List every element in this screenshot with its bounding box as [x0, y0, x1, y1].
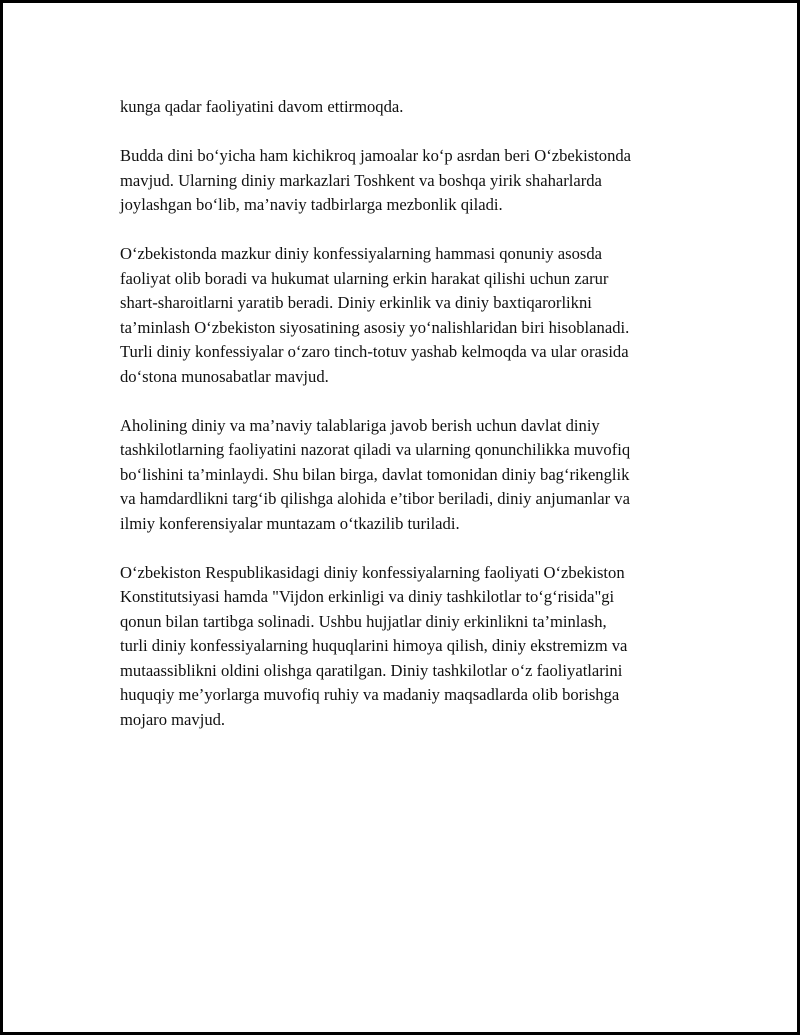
paragraph-2: Budda dini bo‘yicha ham kichikroq jamoalar ko‘p asrdan beri O‘zbekistonda mavjud. Ularning diniy markazlari Toshkent va boshqa yirik shaharlarda joylashgan bo‘lib, ma’naviy tadbirlarga mezbonlik qiladi.	[120, 146, 632, 214]
document-body	[120, 95, 705, 757]
paragraph-4: Aholining diniy va ma’naviy talablariga javob berish uchun davlat diniy tashkilotlarning faoliyatini nazorat qiladi va ularning qonunchilikka muvofiq bo‘lishini ta’minlaydi. Shu bilan birga, davlat tomonidan diniy bag‘rikenglik va hamdardlikni targ‘ib qilishga alohida e’tibor beriladi, diniy anjumanlar va ilmiy konferensiyalar muntazam o‘tkazilib turiladi.	[120, 415, 631, 533]
paragraph-3: O‘zbekistonda mazkur diniy konfessiyalarning hammasi qonuniy asosda faoliyat olib boradi va hukumat ularning erkin harakat qilishi uchun zarur shart-sharoitlarni yaratib beradi. Diniy erkinlik va diniy baxtiqarorlikni ta’minlash O‘zbekiston siyosatining asosiy yo‘nalishlaridan biri hisoblanadi. Turli diniy konfessiyalar o‘zaro tinch-totuv yashab kelmoqda va ular orasida do‘stona munosabatlar mavjud.	[120, 244, 630, 386]
paragraph-5: O‘zbekiston Respublikasidagi diniy konfessiyalarning faoliyati O‘zbekiston Konstitutsiyasi hamda "Vijdon erkinligi va diniy tashkilotlar to‘g‘risida"gi qonun bilan tartibga solinadi. Ushbu hujjatlar diniy erkinlikni ta’minlash, turli diniy konfessiyalarning huquqlarini himoya qilish, diniy ekstremizm va mutaassiblikni oldini olishga qaratilgan. Diniy tashkilotlar o‘z faoliyatlarini huquqiy me’yorlarga muvofiq ruhiy va madaniy maqsadlarda olib borishga mojaro mavjud.	[120, 562, 628, 729]
paragraph-1: kunga qadar faoliyatini davom ettirmoqda.	[120, 97, 404, 116]
